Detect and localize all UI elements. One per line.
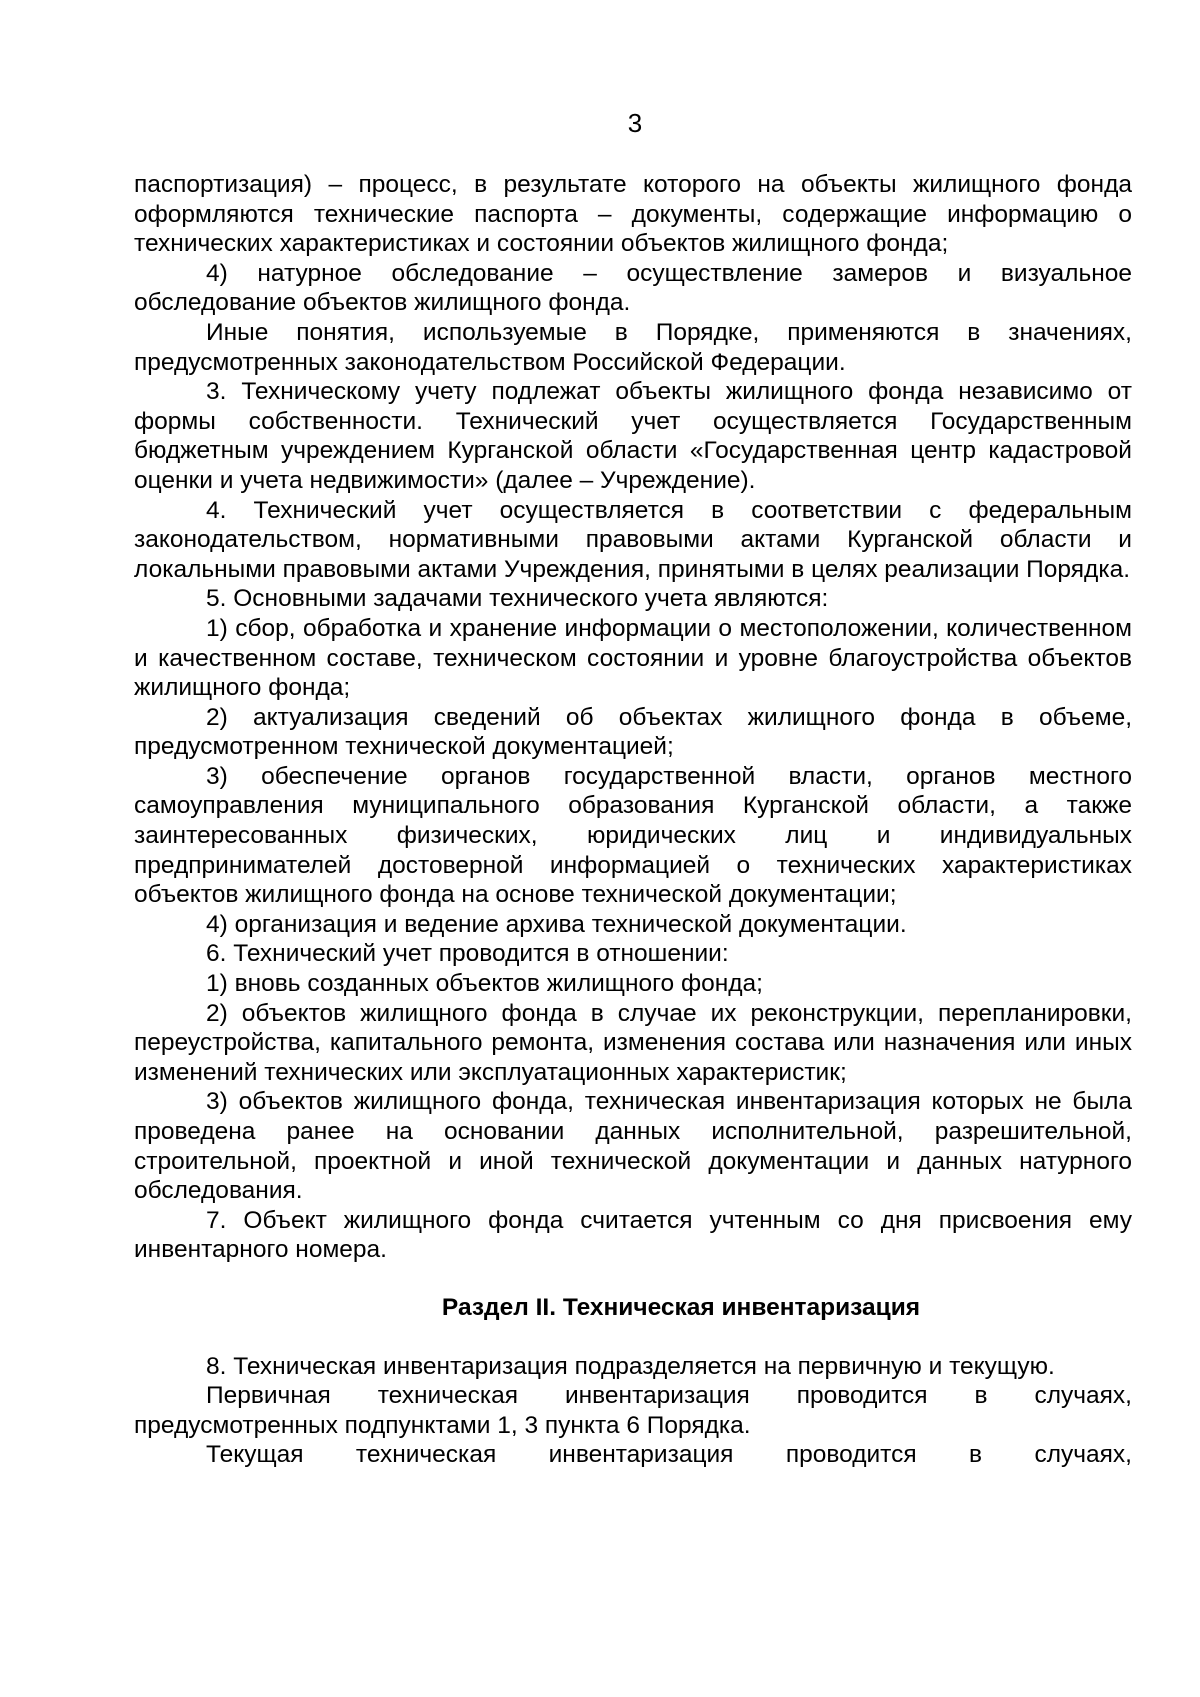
paragraph-item-6-3: 3) объектов жилищного фонда, техническая инвентаризация которых не была проведена ранее на основании данных исполнительной, разрешительной, строительной, проектной и иной технической документации и данных натурного обследования. (134, 1088, 1132, 1205)
paragraph-other-terms: Иные понятия, используемые в Порядке, применяются в значениях, предусмотренных законодательством Российской Федерации. (134, 318, 1132, 376)
paragraph-item-5: 5. Основными задачами технического учета являются: (206, 585, 829, 613)
paragraph-item-3: 3. Техническому учету подлежат объекты жилищного фонда независимо от формы собственности. Технический учет осуществляется Государственным бюджетным учреждением Курганской области «Государственная центр кадастровой оценки и учета недвижимости» (далее – Учреждение). (134, 378, 1132, 494)
paragraph-current-inventory: Текущая техническая инвентаризация проводится в случаях, (206, 1441, 1132, 1469)
paragraph-field-survey: 4) натурное обследование – осуществление замеров и визуальное обследование объектов жилищного фонда. (134, 259, 1132, 317)
paragraph-item-5-1: 1) сбор, обработка и хранение информации о местоположении, количественном и качественном составе, техническом состоянии и уровне благоустройства объектов жилищного фонда; (134, 614, 1132, 702)
paragraph-item-5-2: 2) актуализация сведений об объектах жилищного фонда в объеме, предусмотренном технической документацией; (134, 703, 1132, 761)
page-number: 3 (627, 108, 643, 138)
paragraph-item-6-1: 1) вновь созданных объектов жилищного фонда; (206, 970, 763, 998)
paragraph-primary-inventory: Первичная техническая инвентаризация проводится в случаях, предусмотренных подпунктами 1, 3 пункта 6 Порядка. (134, 1382, 1132, 1439)
paragraph-item-4: 4. Технический учет осуществляется в соответствии с федеральным законодательством, нормативными правовыми актами Курганской области и локальными правовыми актами Учреждения, принятыми в целях реализации Порядка. (134, 496, 1132, 583)
paragraph-item-5-4: 4) организация и ведение архива технической документации. (206, 910, 907, 938)
paragraph-item-8: 8. Техническая инвентаризация подразделяется на первичную и текущую. (206, 1352, 1055, 1380)
document-body (134, 170, 1132, 1470)
paragraph-passport-definition: паспортизация) – процесс, в результате которого на объекты жилищного фонда оформляются технические паспорта – документы, содержащие информацию о технических характеристиках и состоянии объектов жилищного фонда; (134, 171, 1132, 258)
paragraph-item-6: 6. Технический учет проводится в отношении: (206, 940, 729, 968)
section-heading: Раздел II. Техническая инвентаризация (441, 1293, 921, 1321)
paragraph-item-7: 7. Объект жилищного фонда считается учтенным со дня присвоения ему инвентарного номера. (134, 1206, 1132, 1264)
paragraph-item-5-3: 3) обеспечение органов государственной власти, органов местного самоуправления муниципального образования Курганской области, а также заинтересованных физических, юридических лиц и индивидуальных предпринимателей достоверной информацией о технических характеристиках объектов жилищного фонда на основе технической документации; (134, 762, 1132, 909)
paragraph-item-6-2: 2) объектов жилищного фонда в случае их реконструкции, перепланировки, переустройства, капитального ремонта, изменения состава или назначения или иных изменений технических или эксплуатационных характеристик; (134, 999, 1132, 1086)
